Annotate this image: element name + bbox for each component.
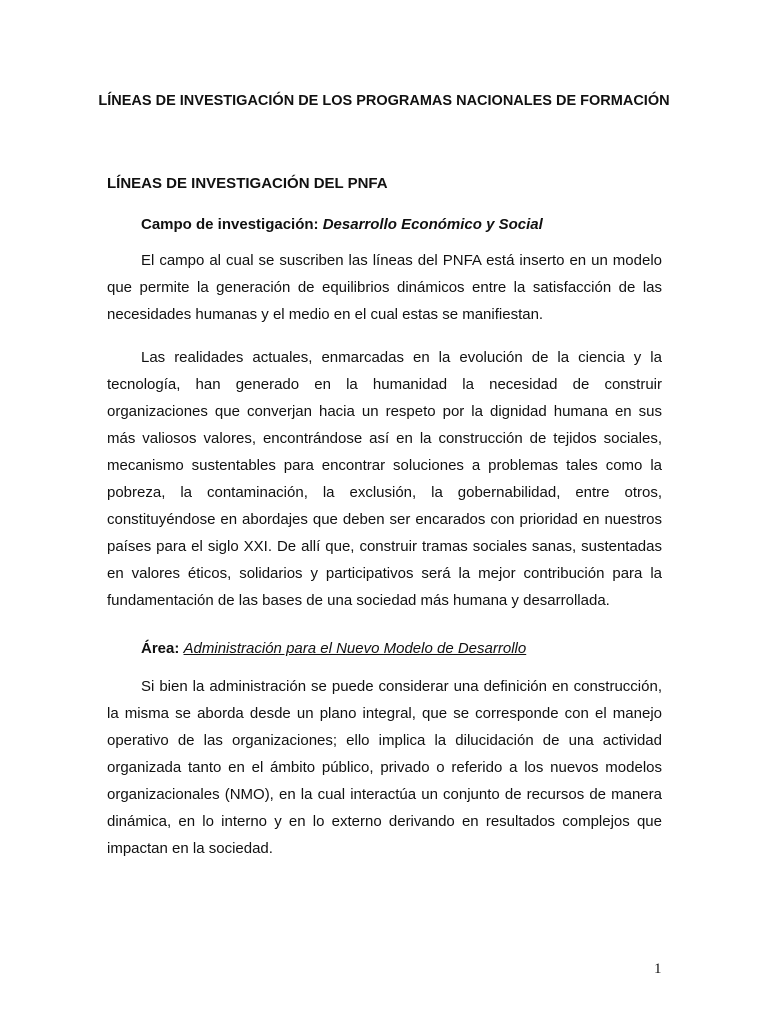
page-number: 1 bbox=[654, 961, 662, 977]
campo-label: Campo de investigación: bbox=[141, 216, 319, 233]
area-label: Área: bbox=[141, 640, 180, 657]
paragraph-2: Las realidades actuales, enmarcadas en la evolución de la ciencia y la tecnología, han generado en la humanidad la necesidad de construir organizaciones que converjan hacia un respeto por la dignidad humana en sus más valiosos valores, encontrándose así en la construcción de tejidos sociales, mecanismo sustentables para encontrar soluciones a problemas tales como la pobreza, la contaminación, la exclusión, la gobernabilidad, entre otros, constituyéndose en abordajes que deben ser encarados con prioridad en nuestros países para el siglo XXI. De allí que, construir tramas sociales sanas, sustentadas en valores éticos, solidarios y participativos será la mejor contribución para la fundamentación de las bases de una sociedad más humana y desarrollada. bbox=[107, 349, 662, 609]
campo-value: Desarrollo Económico y Social bbox=[322, 216, 543, 233]
campo-heading bbox=[141, 216, 543, 233]
area-heading bbox=[141, 640, 526, 657]
paragraph-3: Si bien la administración se puede considerar una definición en construcción, la misma se aborda desde un plano integral, que se corresponde con el manejo operativo de las organizaciones; ello implica la dilucidación de una actividad organizada tanto en el ámbito público, privado o referido a los nuevos modelos organizacionales (NMO), en la cual interactúa un conjunto de recursos de manera dinámica, en lo interno y en lo externo derivando en resultados complejos que impactan en la sociedad. bbox=[107, 678, 662, 857]
area-value: Administración para el Nuevo Modelo de Desarrollo bbox=[183, 640, 527, 657]
paragraph-1: El campo al cual se suscriben las líneas del PNFA está inserto en un modelo que permite la generación de equilibrios dinámicos entre la satisfacción de las necesidades humanas y el medio en el cual estas se manifiestan. bbox=[107, 252, 662, 323]
document-title: LÍNEAS DE INVESTIGACIÓN DE LOS PROGRAMAS NACIONALES DE FORMACIÓN bbox=[98, 93, 670, 109]
section-title: LÍNEAS DE INVESTIGACIÓN DEL PNFA bbox=[107, 175, 388, 192]
